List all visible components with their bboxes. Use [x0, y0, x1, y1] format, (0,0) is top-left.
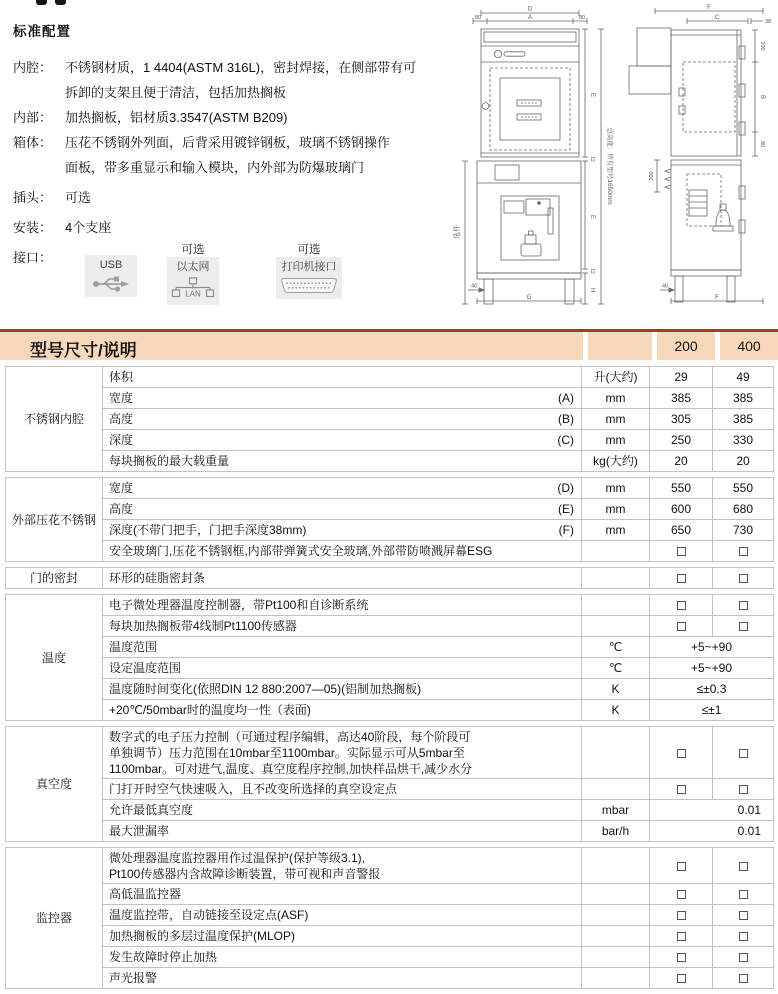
check-cell-400 — [713, 884, 774, 905]
checkbox-icon — [739, 749, 748, 758]
span-value-cell: 0.01 — [650, 821, 774, 842]
check-cell-200 — [650, 595, 713, 616]
checkbox-icon — [677, 953, 686, 962]
unit-cell — [582, 616, 650, 637]
unit-cell — [582, 848, 650, 884]
category-cell: 真空度 — [6, 727, 103, 842]
checkbox-icon — [677, 547, 686, 556]
description-line: 深度 — [109, 433, 134, 447]
value-cell-200: 550 — [650, 478, 713, 499]
usb-box — [85, 255, 137, 297]
category-cell: 监控器 — [6, 848, 103, 989]
description-line: 温度随时间变化(依照DIN 12 880:2007—05)(铝制加热搁板) — [109, 682, 422, 696]
check-cell-400 — [713, 905, 774, 926]
description-line: 温度范围 — [109, 640, 158, 654]
description-line: 安全玻璃门,压花不锈钢框,内部带弹簧式安全玻璃,外部带防喷溅屏幕ESG — [109, 544, 493, 558]
value-cell-400: 550 — [713, 478, 774, 499]
dim-40-side-label: 40 — [661, 283, 669, 290]
description-line: 环形的硅脂密封条 — [109, 571, 206, 585]
unit-cell: mbar — [582, 800, 650, 821]
standard-config-title: 标准配置 — [13, 24, 71, 39]
checkbox-icon — [739, 601, 748, 610]
usb-icon — [92, 275, 130, 292]
check-cell-200 — [650, 848, 713, 884]
dim-e-lower-label: E — [589, 214, 595, 220]
value-cell-400: 330 — [713, 430, 774, 451]
spec-section — [5, 726, 774, 842]
config-item-label: 插头： — [13, 190, 53, 205]
table-row — [6, 905, 774, 926]
unit-cell — [582, 779, 650, 800]
description-cell — [103, 637, 582, 658]
checkbox-icon — [739, 785, 748, 794]
config-list — [13, 55, 457, 270]
table-row — [6, 541, 774, 562]
description-line: 最大泄漏率 — [109, 824, 170, 838]
description-line: 加热搁板的多层过温度保护(MLOP) — [109, 929, 296, 943]
checkbox-icon — [739, 911, 748, 920]
table-row — [6, 926, 774, 947]
dim-g-label: G — [526, 295, 532, 301]
table-row — [6, 388, 774, 409]
description-line: +20℃/50mbar时的温度均一性（表面) — [109, 703, 311, 717]
spec-table — [5, 366, 773, 994]
table-row — [6, 821, 774, 842]
printer-label: 打印机接口 — [281, 261, 337, 273]
description-cell — [103, 658, 582, 679]
unit-cell: mm — [582, 478, 650, 499]
table-row — [6, 884, 774, 905]
table-row — [6, 499, 774, 520]
table-row — [6, 779, 774, 800]
unit-cell — [582, 595, 650, 616]
checkbox-icon — [677, 785, 686, 794]
config-item-line: 可选 — [65, 190, 92, 205]
description-cell — [103, 884, 582, 905]
category-cell: 温度 — [6, 595, 103, 721]
value-cell-400: 20 — [713, 451, 774, 472]
config-item-text — [65, 130, 457, 180]
config-item — [13, 130, 457, 180]
description-line: 宽度 — [109, 391, 134, 405]
description-cell — [103, 848, 582, 884]
dim-f-bottom-label: F — [715, 295, 719, 301]
config-item-label: 接口： — [13, 250, 53, 265]
unit-cell — [582, 968, 650, 989]
checkbox-icon — [677, 974, 686, 983]
check-cell-400 — [713, 926, 774, 947]
dim-80-left-label: 80 — [474, 15, 482, 21]
table-row — [6, 727, 774, 779]
table-row — [6, 637, 774, 658]
usb-label: USB — [99, 259, 123, 271]
config-item-line: 不锈钢材质，1 4404(ASTM 316L)，密封焊接，在侧部带有可 — [65, 60, 417, 75]
table-row — [6, 848, 774, 884]
description-cell — [103, 616, 582, 637]
category-cell: 门的密封 — [6, 568, 103, 589]
description-cell — [103, 926, 582, 947]
description-line: 体积 — [109, 370, 134, 384]
description-cell — [103, 968, 582, 989]
unit-cell — [582, 727, 650, 779]
unit-cell: bar/h — [582, 821, 650, 842]
total-height-label: 总高度：所有型号1650mm — [606, 127, 613, 205]
dim-200-right-label: 200 — [759, 41, 765, 51]
description-line: 宽度 — [109, 481, 134, 495]
unit-cell: mm — [582, 499, 650, 520]
check-cell-200 — [650, 926, 713, 947]
unit-cell: mm — [582, 520, 650, 541]
table-row — [6, 800, 774, 821]
unit-cell — [582, 541, 650, 562]
unit-cell: kg(大约) — [582, 451, 650, 472]
spec-section — [5, 366, 774, 472]
checkbox-icon — [677, 932, 686, 941]
ethernet-box — [167, 257, 219, 305]
description-line: Pt100传感器内含故障诊断装置，带可视和声音警报 — [109, 866, 381, 881]
check-cell-400 — [713, 779, 774, 800]
table-row — [6, 595, 774, 616]
checkbox-icon — [739, 974, 748, 983]
config-item — [13, 215, 457, 240]
check-cell-200 — [650, 616, 713, 637]
table-row — [6, 568, 774, 589]
table-row — [6, 451, 774, 472]
dim-80-label: 80 — [759, 140, 765, 148]
checkbox-icon — [677, 574, 686, 583]
check-cell-400 — [713, 595, 774, 616]
description-line: 数字式的电子压力控制（可通过程序编辑，高达40阶段，每个阶段可 — [109, 729, 471, 744]
dimension-marker: (D) — [557, 481, 574, 495]
description-cell — [103, 905, 582, 926]
standard-config-block — [13, 20, 457, 270]
config-item-line: 加热搁板，铝材质3.3547(ASTM B209) — [65, 110, 288, 125]
description-line: 高度 — [109, 502, 134, 516]
span-value-cell: ≤±0.3 — [650, 679, 774, 700]
config-item — [13, 185, 457, 210]
front-view-drawing — [451, 4, 616, 315]
unit-cell — [582, 568, 650, 589]
description-line: 每块搁板的最大载重量 — [109, 454, 230, 468]
description-cell — [103, 779, 582, 800]
dim-a-label: A — [527, 15, 533, 21]
model-column-200: 200 — [657, 332, 715, 360]
spec-section — [5, 594, 774, 721]
check-cell-200 — [650, 884, 713, 905]
dimension-marker: (B) — [558, 412, 574, 426]
checkbox-icon — [739, 862, 748, 871]
checkbox-icon — [739, 890, 748, 899]
category-cell: 不锈钢内腔 — [6, 367, 103, 472]
span-value-cell: ≤±1 — [650, 700, 774, 721]
description-line: 门打开时空气快速吸入，且不改变所选择的真空设定点 — [109, 782, 398, 796]
table-row — [6, 679, 774, 700]
unit-cell: ℃ — [582, 637, 650, 658]
ethernet-optional-label: 可选 — [181, 244, 205, 256]
config-item — [13, 105, 457, 130]
span-value-cell: +5~+90 — [650, 637, 774, 658]
description-line: 发生故障时停止加热 — [109, 950, 218, 964]
cropped-glyph-artifact — [36, 0, 66, 5]
description-line: 声光报警 — [109, 971, 158, 985]
unit-cell: mm — [582, 430, 650, 451]
dim-80-right-label: 80 — [578, 15, 586, 21]
description-line: 深度(不带门把手，门把手深度38mm) — [109, 523, 307, 537]
description-line: 微处理器温度监控器用作过温保护(保护等级3.1), — [109, 850, 366, 865]
dim-f-top-label: F — [707, 5, 711, 11]
description-line: 允许最低真空度 — [109, 803, 194, 817]
category-cell: 外部压花不锈钢 — [6, 478, 103, 562]
spec-table-title: 型号尺寸/说明 — [0, 332, 583, 360]
description-cell — [103, 478, 582, 499]
check-cell-200 — [650, 727, 713, 779]
lan-network-icon — [171, 277, 215, 300]
config-item-label: 箱体： — [13, 135, 53, 150]
printer-optional-label: 可选 — [297, 244, 321, 256]
description-cell — [103, 451, 582, 472]
unit-cell — [582, 884, 650, 905]
description-line: 每块加热搁板带4线制Pt1100传感器 — [109, 619, 297, 633]
config-item-text — [65, 55, 457, 105]
config-item-line: 4个支座 — [65, 220, 112, 235]
unit-cell: 升(大约) — [582, 367, 650, 388]
dimension-marker: (A) — [558, 391, 574, 405]
table-row — [6, 520, 774, 541]
table-row — [6, 367, 774, 388]
table-row — [6, 430, 774, 451]
description-cell — [103, 568, 582, 589]
value-cell-200: 600 — [650, 499, 713, 520]
ethernet-label: 以太网 — [176, 261, 210, 273]
checkbox-icon — [677, 601, 686, 610]
spec-header-unit-cell — [588, 332, 652, 360]
spec-section — [5, 567, 774, 589]
unit-cell: ℃ — [582, 658, 650, 679]
config-item-label: 安装： — [13, 220, 53, 235]
description-line: 高低温监控器 — [109, 887, 182, 901]
printer-interface — [276, 241, 342, 299]
dim-d-label: D — [527, 6, 533, 13]
check-cell-200 — [650, 568, 713, 589]
checkbox-icon — [739, 953, 748, 962]
model-column-400: 400 — [720, 332, 778, 360]
span-value-cell: +5~+90 — [650, 658, 774, 679]
check-cell-200 — [650, 541, 713, 562]
table-row — [6, 658, 774, 679]
value-cell-400: 385 — [713, 409, 774, 430]
table-row — [6, 616, 774, 637]
value-cell-200: 385 — [650, 388, 713, 409]
checkbox-icon — [739, 622, 748, 631]
config-item-text — [65, 105, 457, 130]
description-cell — [103, 499, 582, 520]
dim-200-left-label: 200 — [649, 171, 655, 181]
value-cell-400: 385 — [713, 388, 774, 409]
description-line: 高度 — [109, 412, 134, 426]
check-cell-200 — [650, 968, 713, 989]
description-line: 单独调节）压力范围在10mbar至1100mbar。实际显示可从5mbar至 — [109, 745, 465, 760]
value-cell-200: 650 — [650, 520, 713, 541]
lan-text: LAN — [185, 289, 201, 299]
value-cell-200: 20 — [650, 451, 713, 472]
table-row — [6, 700, 774, 721]
checkbox-icon — [739, 547, 748, 556]
spec-section — [5, 477, 774, 562]
checkbox-icon — [739, 574, 748, 583]
printer-port-icon — [280, 277, 338, 294]
check-cell-400 — [713, 541, 774, 562]
config-item-text — [65, 215, 457, 240]
check-cell-400 — [713, 848, 774, 884]
description-cell — [103, 541, 582, 562]
value-cell-400: 680 — [713, 499, 774, 520]
value-cell-200: 29 — [650, 367, 713, 388]
dimension-marker: (F) — [558, 523, 574, 537]
side-view-drawing — [615, 4, 775, 315]
table-row — [6, 968, 774, 989]
description-cell — [103, 388, 582, 409]
check-cell-400 — [713, 727, 774, 779]
unit-cell: mm — [582, 388, 650, 409]
optional-part-label: 选件 — [454, 225, 461, 239]
spec-table-header — [0, 329, 778, 360]
description-cell — [103, 520, 582, 541]
unit-cell — [582, 905, 650, 926]
description-cell — [103, 800, 582, 821]
config-item-label: 内腔： — [13, 60, 53, 75]
dim-c-label: C — [714, 15, 720, 21]
unit-cell: K — [582, 679, 650, 700]
dim-40-label: 40 — [470, 283, 478, 290]
printer-box — [276, 257, 342, 299]
unit-cell: mm — [582, 409, 650, 430]
dim-12-lower-label: 12 — [589, 268, 595, 274]
unit-cell: K — [582, 700, 650, 721]
checkbox-icon — [677, 890, 686, 899]
checkbox-icon — [677, 862, 686, 871]
description-cell — [103, 367, 582, 388]
table-row — [6, 409, 774, 430]
checkbox-icon — [677, 749, 686, 758]
config-item — [13, 55, 457, 105]
ethernet-interface — [167, 241, 219, 305]
dimension-marker: (C) — [557, 433, 574, 447]
dim-38-label: 38 — [764, 19, 772, 25]
checkbox-icon — [677, 622, 686, 631]
description-cell — [103, 821, 582, 842]
checkbox-icon — [677, 911, 686, 920]
config-item — [13, 245, 457, 270]
description-line: 温度监控带，自动链接至设定点(ASF) — [109, 908, 309, 922]
usb-interface — [85, 255, 137, 297]
config-item-line: 拆卸的支架且便于清洁，包括加热搁板 — [65, 85, 287, 100]
description-cell — [103, 700, 582, 721]
description-cell — [103, 679, 582, 700]
unit-cell — [582, 926, 650, 947]
check-cell-400 — [713, 968, 774, 989]
span-value-cell: 0.01 — [650, 800, 774, 821]
description-cell — [103, 430, 582, 451]
table-row — [6, 478, 774, 499]
value-cell-400: 730 — [713, 520, 774, 541]
config-item-line: 压花不锈钢外列面，后背采用镀锌钢板，玻璃不锈钢操作 — [65, 135, 391, 150]
config-item-text — [65, 185, 457, 210]
check-cell-400 — [713, 568, 774, 589]
description-cell — [103, 409, 582, 430]
description-line: 电子微处理器温度控制器，带Pt100和自诊断系统 — [109, 598, 369, 612]
spec-section — [5, 847, 774, 989]
config-item-line: 面板，带多重显示和输入模块，内外部为防爆玻璃门 — [65, 160, 365, 175]
check-cell-200 — [650, 779, 713, 800]
checkbox-icon — [739, 932, 748, 941]
dim-h-label: H — [589, 287, 595, 293]
dim-e-upper-label: E — [589, 92, 595, 98]
dim-12-upper-label: 12 — [589, 156, 595, 162]
config-item-label: 内部： — [13, 110, 53, 125]
check-cell-200 — [650, 905, 713, 926]
dimension-marker: (E) — [558, 502, 574, 516]
value-cell-200: 250 — [650, 430, 713, 451]
description-cell — [103, 727, 582, 779]
value-cell-400: 49 — [713, 367, 774, 388]
dim-b-label: B — [759, 94, 765, 100]
description-cell — [103, 595, 582, 616]
check-cell-400 — [713, 616, 774, 637]
value-cell-200: 305 — [650, 409, 713, 430]
description-line: 1100mbar。可对进气,温度、真空度程序控制,加快样品烘干,减少水分 — [109, 761, 473, 776]
description-line: 设定温度范围 — [109, 661, 182, 675]
